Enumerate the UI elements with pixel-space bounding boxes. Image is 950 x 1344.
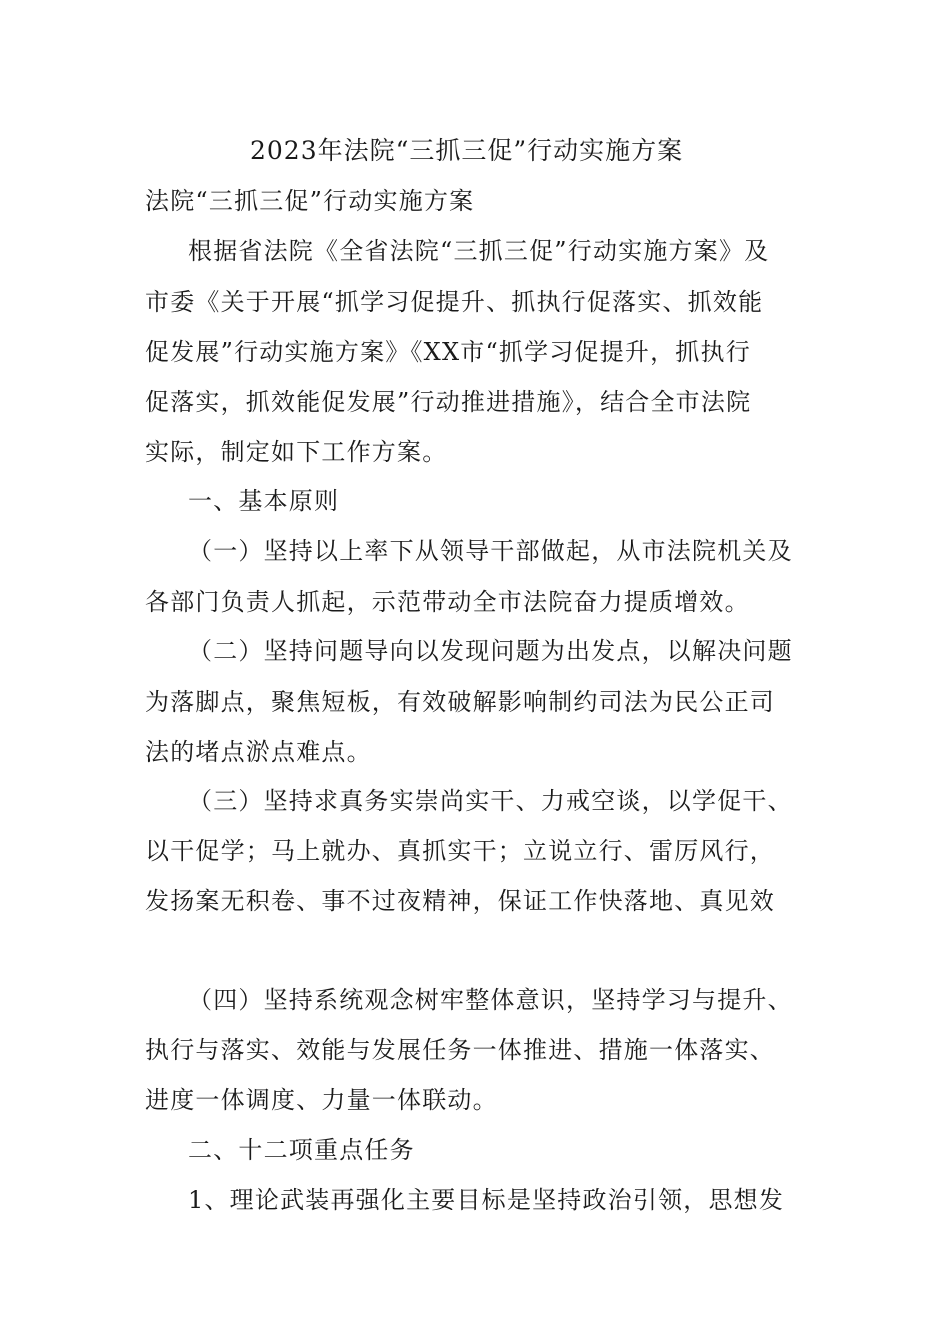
paragraph-line: 进度一体调度、力量一体联动。 xyxy=(145,1086,498,1114)
paragraph-line: （三）坚持求真务实崇尚实干、力戒空谈，以学促干、 xyxy=(188,787,793,815)
paragraph-line: 促发展”行动实施方案》《XX市“抓学习促提升，抓执行 xyxy=(145,338,751,366)
section-heading: 二、十二项重点任务 xyxy=(188,1136,415,1164)
section-heading: 一、基本原则 xyxy=(188,487,340,515)
paragraph-line: 法的堵点淤点难点。 xyxy=(145,738,372,766)
paragraph-line: （四）坚持系统观念树牢整体意识，坚持学习与提升、 xyxy=(188,986,793,1014)
paragraph-line: 促落实，抓效能促发展”行动推进措施》，结合全市法院 xyxy=(145,388,752,416)
paragraph-line: 执行与落实、效能与发展任务一体推进、措施一体落实、 xyxy=(145,1036,775,1064)
paragraph-line: 市委《关于开展“抓学习促提升、抓执行促落实、抓效能 xyxy=(145,288,764,316)
paragraph-line: 根据省法院《全省法院“三抓三促”行动实施方案》及 xyxy=(188,237,770,265)
document-title: 2023年法院“三抓三促”行动实施方案 xyxy=(250,136,684,165)
paragraph-line: 为落脚点，聚焦短板，有效破解影响制约司法为民公正司 xyxy=(145,688,775,716)
paragraph-line: 实际，制定如下工作方案。 xyxy=(145,438,448,466)
paragraph-line: 发扬案无积卷、事不过夜精神，保证工作快落地、真见效 xyxy=(145,887,775,915)
paragraph-line: 各部门负责人抓起，示范带动全市法院奋力提质增效。 xyxy=(145,588,750,616)
paragraph-line: 以干促学；马上就办、真抓实干；立说立行、雷厉风行， xyxy=(145,837,775,865)
document-subtitle: 法院“三抓三促”行动实施方案 xyxy=(145,187,475,215)
paragraph-line: （二）坚持问题导向以发现问题为出发点，以解决问题 xyxy=(188,637,793,665)
paragraph-line: （一）坚持以上率下从领导干部做起，从市法院机关及 xyxy=(188,537,793,565)
paragraph-line: 1、理论武装再强化主要目标是坚持政治引领，思想发 xyxy=(188,1186,785,1214)
